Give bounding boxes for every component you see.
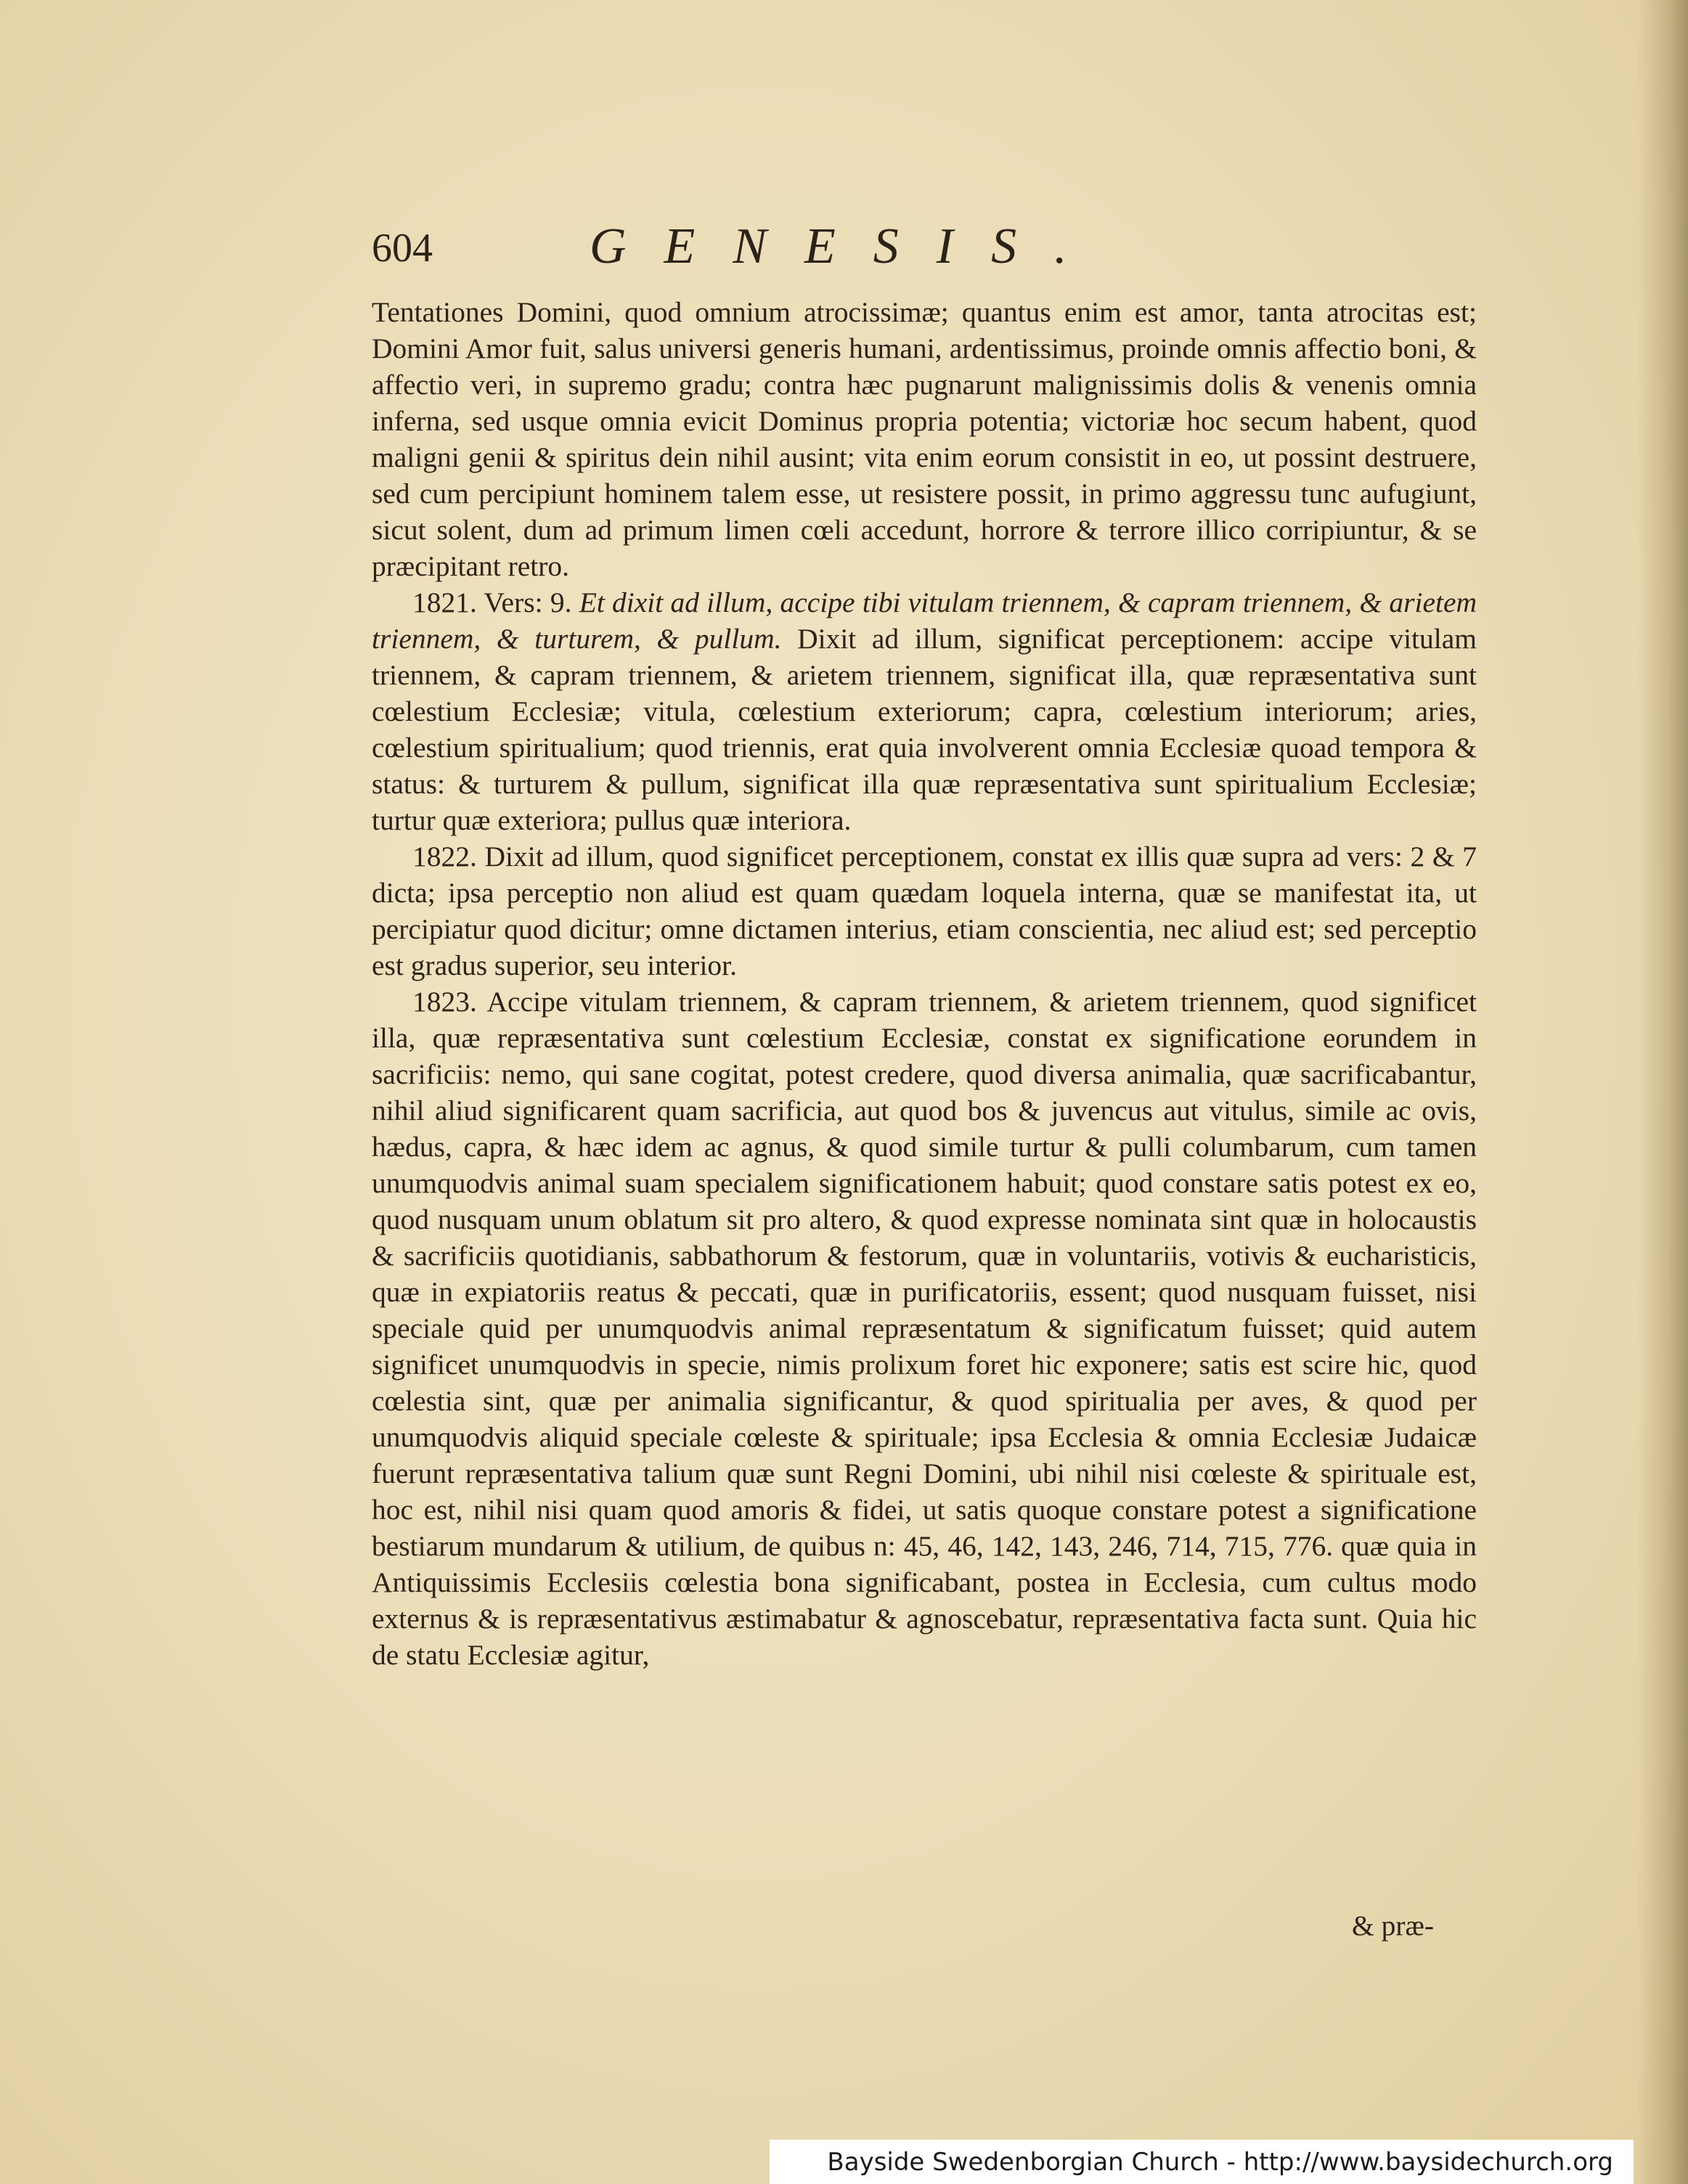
paragraph-1821: 1821. Vers: 9. Et dixit ad illum, accipe tibi vitulam triennem, & capram triennem, & arietem triennem, & turturem, & pullum. Dixit ad illum, significat perceptionem: accipe vitulam triennem, & capram triennem, & arietem triennem, significat illa, quæ repræsentativa sunt cœlestium Ecclesiæ; vitula, cœlestium exteriorum; capra, cœlestium interiorum; aries, cœlestium spiritualium; quod triennis, erat quia involverent omnia Ecclesiæ quoad tempora & status: & turturem & pullum, significat illa quæ repræsentativa sunt spiritualium Ecclesiæ; turtur quæ exteriora; pullus quæ interiora.	[372, 586, 1477, 836]
page-number: 604	[372, 226, 433, 271]
watermark: Bayside Swedenborgian Church - http://www.baysidechurch.org	[770, 2140, 1634, 2184]
body-text	[372, 294, 1477, 1673]
running-title: GENESIS.	[590, 218, 1105, 274]
paragraph-continuation: Tentationes Domini, quod omnium atrocissimæ; quantus enim est amor, tanta atrocitas est; Domini Amor fuit, salus universi generis humani, ardentissimus, proinde omnis affectio boni, & affectio veri, in supremo gradu; contra hæc pugnarunt malignissimis dolis & venenis omnia inferna, sed usque omnia evicit Dominus propria potentia; victoriæ hoc secum habent, quod maligni genii & spiritus dein nihil ausint; vita enim eorum consistit in eo, ut possint destruere, sed cum percipiunt hominem talem esse, ut resistere possit, in primo aggressu tunc aufugiunt, sicut solent, dum ad primum limen cœli accedunt, horrore & terrore illico corripiuntur, & se præcipitant retro.	[372, 296, 1477, 582]
paragraph-1822: 1822. Dixit ad illum, quod significet perceptionem, constat ex illis quæ supra ad vers: 2 & 7 dicta; ipsa perceptio non aliud est quam quædam loquela interna, quæ se manifestat ita, ut percipiatur quod dicitur; omne dictamen interius, etiam conscientia, nec aliud est; sed perceptio est gradus superior, seu interior.	[372, 841, 1477, 981]
page-header	[372, 218, 1337, 283]
paragraph-1823: 1823. Accipe vitulam triennem, & capram triennem, & arietem triennem, quod significet illa, quæ repræsentativa sunt cœlestium Ecclesiæ, constat ex significatione eorundem in sacrificiis: nemo, qui sane cogitat, potest credere, quod diversa animalia, quæ sacrificabantur, nihil aliud significarent quam sacrificia, aut quod bos & juvencus aut vitulus, simile ac ovis, hædus, capra, & hæc idem ac agnus, & quod simile turtur & pulli columbarum, cum tamen unumquodvis animal suam specialem significationem habuit; quod constare satis potest ex eo, quod nusquam unum oblatum sit pro altero, & quod expresse nominata sint quæ in holocaustis & sacrificiis quotidianis, sabbathorum & festorum, quæ in voluntariis, votivis & eucharisticis, quæ in expiatoriis reatus & peccati, quæ in purificatoriis, essent; quod nusquam fuisset, nisi speciale quid per unumquodvis animal repræsentatum & significatum fuisset; quid autem significet unumquodvis in specie, nimis prolixum foret hic exponere; satis est scire hic, quod cœlestia sint, quæ per animalia significantur, & quod spiritualia per aves, & quod per unumquodvis aliquid speciale cœleste & spirituale; ipsa Ecclesia & omnia Ecclesiæ Judaicæ fuerunt repræsentativa talium quæ sunt Regni Domini, ubi nihil nisi cœleste & spirituale est, hoc est, nihil nisi quam quod amoris & fidei, ut satis quoque constare potest a significatione bestiarum mundarum & utilium, de quibus n: 45, 46, 142, 143, 246, 714, 715, 776. quæ quia in Antiquissimis Ecclesiis cœlestia bona significabant, postea in Ecclesia, cum cultus modo externus & is repræsentativus æstimabatur & agnoscebatur, repræsentativa facta sunt. Quia hic de statu Ecclesiæ agitur,	[372, 986, 1477, 1671]
scripture-quote: Et dixit ad illum, accipe tibi vitulam triennem, & capram triennem, & arietem triennem, & turturem, & pullum.	[372, 586, 1477, 655]
page-gutter-shadow	[1637, 0, 1688, 2184]
catchword: & præ-	[1352, 1910, 1435, 1942]
